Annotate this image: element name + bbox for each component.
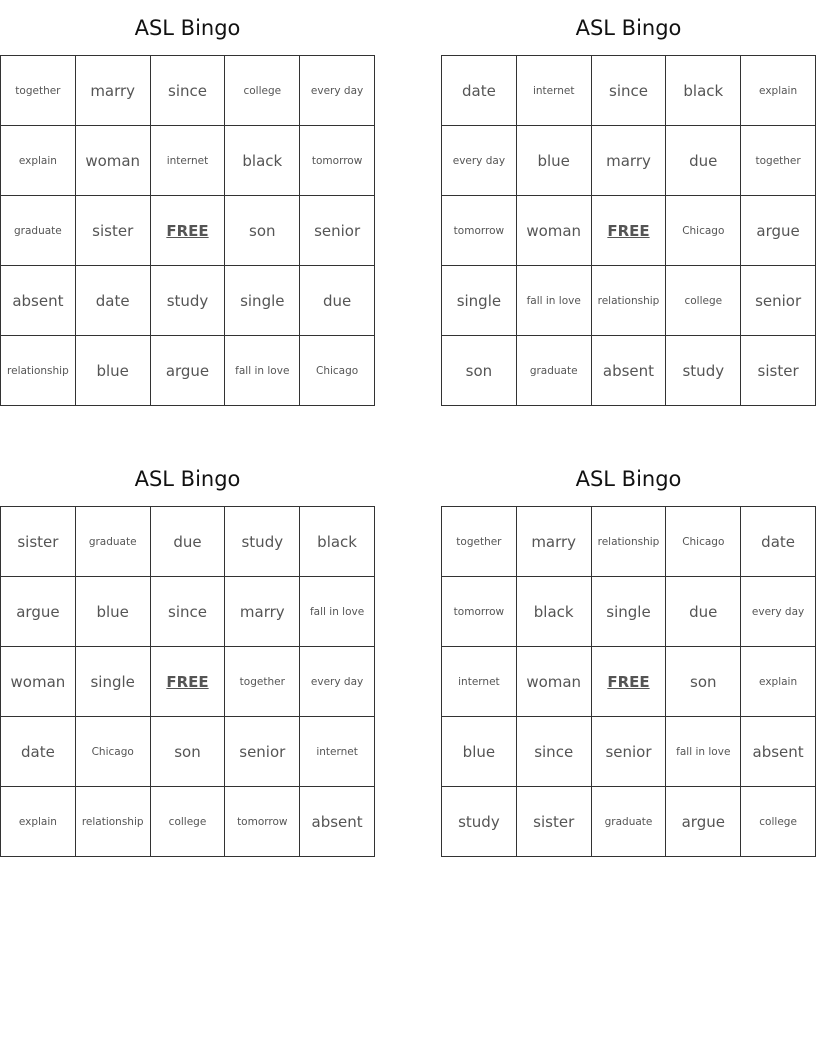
bingo-cell: relationship xyxy=(76,787,151,857)
bingo-cell: college xyxy=(151,787,226,857)
bingo-cell: graduate xyxy=(76,507,151,577)
bingo-cell: blue xyxy=(76,336,151,406)
bingo-cell: graduate xyxy=(1,196,76,266)
bingo-cell: every day xyxy=(300,56,375,126)
bingo-cell: due xyxy=(300,266,375,336)
bingo-grid xyxy=(0,506,375,857)
bingo-cell: tomorrow xyxy=(300,126,375,196)
bingo-cell: tomorrow xyxy=(442,196,517,266)
free-space-cell: FREE xyxy=(592,196,667,266)
bingo-cell: study xyxy=(225,507,300,577)
bingo-cell: senior xyxy=(225,717,300,787)
bingo-cell: college xyxy=(666,266,741,336)
bingo-cell: argue xyxy=(151,336,226,406)
bingo-cell: absent xyxy=(300,787,375,857)
bingo-cell: graduate xyxy=(592,787,667,857)
bingo-cell: date xyxy=(741,507,816,577)
bingo-cell: single xyxy=(225,266,300,336)
bingo-cell: explain xyxy=(1,787,76,857)
bingo-cell: single xyxy=(592,577,667,647)
bingo-cell: marry xyxy=(592,126,667,196)
bingo-cell: absent xyxy=(1,266,76,336)
bingo-cell: Chicago xyxy=(76,717,151,787)
bingo-cell: woman xyxy=(1,647,76,717)
bingo-cell: blue xyxy=(76,577,151,647)
bingo-cell: tomorrow xyxy=(225,787,300,857)
free-space-cell: FREE xyxy=(592,647,667,717)
bingo-cell: Chicago xyxy=(300,336,375,406)
bingo-cell: study xyxy=(442,787,517,857)
bingo-cell: woman xyxy=(517,196,592,266)
bingo-cell: tomorrow xyxy=(442,577,517,647)
bingo-cell: together xyxy=(741,126,816,196)
bingo-cell: Chicago xyxy=(666,196,741,266)
bingo-cell: senior xyxy=(592,717,667,787)
card-title: ASL Bingo xyxy=(134,16,241,40)
bingo-cell: black xyxy=(225,126,300,196)
bingo-cell: college xyxy=(741,787,816,857)
bingo-cell: together xyxy=(442,507,517,577)
bingo-cell: single xyxy=(76,647,151,717)
bingo-cell: explain xyxy=(741,56,816,126)
bingo-cell: since xyxy=(592,56,667,126)
bingo-cell: since xyxy=(151,577,226,647)
bingo-cell: together xyxy=(225,647,300,717)
bingo-cell: single xyxy=(442,266,517,336)
bingo-cell: son xyxy=(225,196,300,266)
bingo-cell: fall in love xyxy=(517,266,592,336)
bingo-cell: every day xyxy=(442,126,517,196)
card-title: ASL Bingo xyxy=(575,16,682,40)
bingo-cell: graduate xyxy=(517,336,592,406)
card-title: ASL Bingo xyxy=(134,467,241,491)
free-space-cell: FREE xyxy=(151,196,226,266)
bingo-grid xyxy=(0,55,375,406)
bingo-cell: study xyxy=(666,336,741,406)
bingo-cell: sister xyxy=(741,336,816,406)
bingo-cell: son xyxy=(666,647,741,717)
bingo-cell: marry xyxy=(517,507,592,577)
bingo-cell: together xyxy=(1,56,76,126)
bingo-cell: college xyxy=(225,56,300,126)
card-title: ASL Bingo xyxy=(575,467,682,491)
bingo-cell: black xyxy=(300,507,375,577)
bingo-cell: since xyxy=(517,717,592,787)
bingo-cell: black xyxy=(666,56,741,126)
bingo-cell: argue xyxy=(1,577,76,647)
bingo-cell: argue xyxy=(741,196,816,266)
bingo-cell: explain xyxy=(1,126,76,196)
bingo-cell: black xyxy=(517,577,592,647)
bingo-cell: due xyxy=(151,507,226,577)
bingo-cell: fall in love xyxy=(300,577,375,647)
bingo-cell: woman xyxy=(517,647,592,717)
bingo-grid xyxy=(441,55,816,406)
bingo-cell: marry xyxy=(76,56,151,126)
bingo-cell: date xyxy=(76,266,151,336)
bingo-cell: relationship xyxy=(592,507,667,577)
bingo-cell: blue xyxy=(517,126,592,196)
bingo-cell: date xyxy=(442,56,517,126)
bingo-cell: relationship xyxy=(1,336,76,406)
bingo-cell: absent xyxy=(592,336,667,406)
bingo-cell: internet xyxy=(151,126,226,196)
bingo-cell: internet xyxy=(300,717,375,787)
bingo-cell: senior xyxy=(741,266,816,336)
bingo-cell: explain xyxy=(741,647,816,717)
bingo-cell: sister xyxy=(1,507,76,577)
bingo-cell: every day xyxy=(300,647,375,717)
bingo-cell: son xyxy=(151,717,226,787)
bingo-cell: fall in love xyxy=(666,717,741,787)
bingo-cell: absent xyxy=(741,717,816,787)
bingo-cell: due xyxy=(666,577,741,647)
bingo-cell: fall in love xyxy=(225,336,300,406)
bingo-cell: sister xyxy=(517,787,592,857)
bingo-cell: due xyxy=(666,126,741,196)
bingo-cell: blue xyxy=(442,717,517,787)
bingo-cell: senior xyxy=(300,196,375,266)
bingo-cell: marry xyxy=(225,577,300,647)
bingo-grid xyxy=(441,506,816,857)
free-space-cell: FREE xyxy=(151,647,226,717)
bingo-cell: study xyxy=(151,266,226,336)
bingo-cell: woman xyxy=(76,126,151,196)
bingo-cell: internet xyxy=(517,56,592,126)
bingo-cell: date xyxy=(1,717,76,787)
bingo-cell: Chicago xyxy=(666,507,741,577)
bingo-cell: relationship xyxy=(592,266,667,336)
bingo-cell: sister xyxy=(76,196,151,266)
bingo-cell: son xyxy=(442,336,517,406)
bingo-cell: internet xyxy=(442,647,517,717)
bingo-cell: argue xyxy=(666,787,741,857)
bingo-cell: since xyxy=(151,56,226,126)
bingo-cell: every day xyxy=(741,577,816,647)
